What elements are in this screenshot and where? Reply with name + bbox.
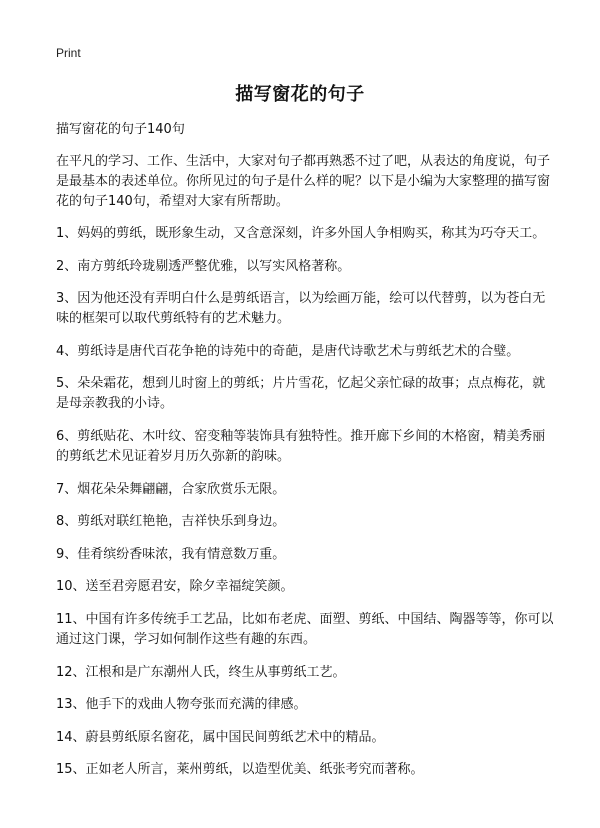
list-item: 9、佳肴缤纷香味浓，我有情意数万重。 — [56, 546, 286, 562]
list-item: 3、因为他还没有弄明白什么是剪纸语言，以为绘画万能，绘可以代替剪，以为苍白无味的框架可以取代剪纸特有的艺术魅力。 — [56, 291, 546, 327]
list-item: 14、蔚县剪纸原名窗花，属中国民间剪纸艺术中的精品。 — [56, 729, 385, 745]
intro-paragraph: 在平凡的学习、工作、生活中，大家对句子都再熟悉不过了吧，从表达的角度说，句子是最基本的表述单位。你所见过的句子是什么样的呢？以下是小编为大家整理的描写窗花的句子140句，希望对大家有所帮助。 — [56, 154, 551, 209]
list-item: 4、剪纸诗是唐代百花争艳的诗苑中的奇葩，是唐代诗歌艺术与剪纸艺术的合璧。 — [56, 343, 520, 359]
list-item: 12、江根和是广东潮州人氏，终生从事剪纸工艺。 — [56, 664, 346, 680]
list-item: 13、他手下的戏曲人物夸张而充满的律感。 — [56, 697, 307, 713]
list-item: 11、中国有许多传统手工艺品，比如布老虎、面塑、剪纸、中国结、陶器等等，你可以通过这门课，学习如何制作这些有趣的东西。 — [56, 611, 554, 647]
article-subtitle: 描写窗花的句子140句 — [56, 122, 185, 137]
sentence-list — [56, 224, 556, 780]
list-item: 1、妈妈的剪纸，既形象生动，又含意深刻，许多外国人争相购买，称其为巧夺天工。 — [56, 226, 546, 241]
article-body — [56, 120, 556, 793]
list-item: 5、朵朵霜花，想到儿时窗上的剪纸；片片雪花，忆起父亲忙碌的故事；点点梅花，就是母亲教我的小诗。 — [56, 376, 546, 412]
page-title: 描写窗花的句子 — [235, 84, 365, 105]
list-item: 7、烟花朵朵舞翩翩，合家欣赏乐无限。 — [56, 481, 286, 497]
list-item: 10、送至君旁愿君安，除夕幸福绽笑颜。 — [56, 579, 294, 595]
list-item: 15、正如老人所言，莱州剪纸，以造型优美、纸张考究而著称。 — [56, 762, 424, 778]
print-link[interactable]: Print — [56, 46, 81, 60]
list-item: 2、南方剪纸玲珑剔透严整优雅，以写实风格著称。 — [56, 258, 351, 274]
list-item: 8、剪纸对联红艳艳，吉祥快乐到身边。 — [56, 514, 286, 530]
list-item: 6、剪纸贴花、木叶纹、窑变釉等装饰具有独特性。推开廊下乡间的木格窗，精美秀丽的剪纸艺术见证着岁月历久弥新的韵味。 — [56, 428, 546, 464]
